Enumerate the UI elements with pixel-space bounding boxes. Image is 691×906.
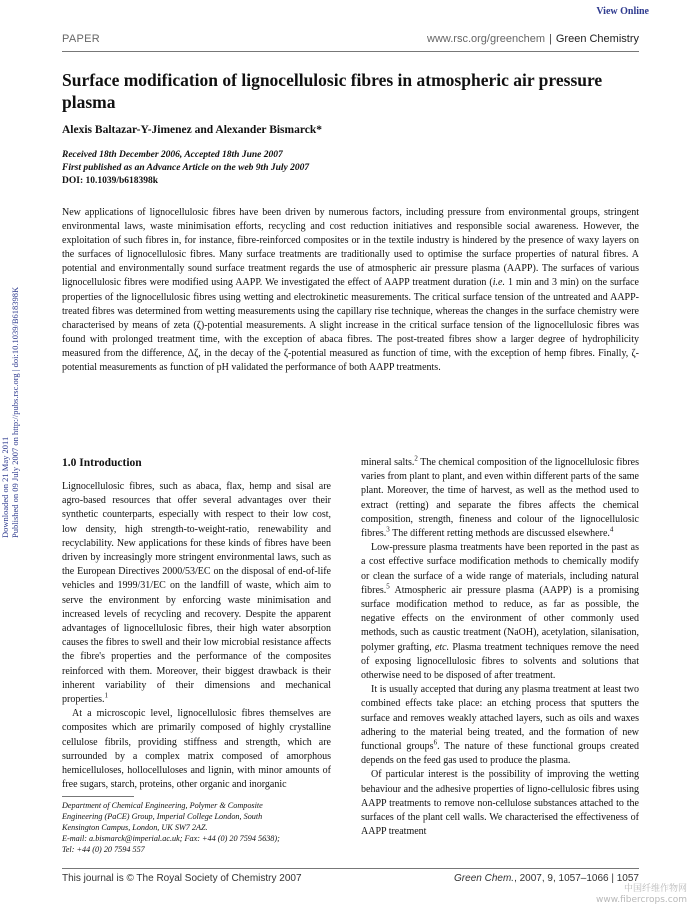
published-date: First published as an Advance Article on the web 9th July 2007 xyxy=(62,163,310,173)
watermark-line: www.fibercrops.com xyxy=(596,895,687,905)
affiliation-line: Tel: +44 (0) 20 7594 557 xyxy=(62,845,145,854)
downloaded-note: Downloaded on 21 May 2011 xyxy=(0,436,10,538)
paragraph-text: The chemical composition of the lignocellulosic fibres varies from plant to plant, and even within different parts of the same plant. Moreover, the time of harvest, as well as the method used to extract (retting) and separate the fibres affects the chemical composition, strength, fineness and colour of the lignocellulosic fibres. xyxy=(361,457,640,540)
watermark-line: 中国纤维作物网 xyxy=(623,884,687,894)
header-separator: | xyxy=(549,33,552,45)
header-rule xyxy=(62,51,639,52)
journal-url[interactable]: www.rsc.org/greenchem xyxy=(427,33,545,45)
paragraph-text: mineral salts. xyxy=(361,457,415,468)
running-header xyxy=(62,33,639,49)
watermark xyxy=(596,884,687,906)
reference-link[interactable]: 6 xyxy=(433,738,438,747)
view-online-link[interactable]: View Online xyxy=(596,6,649,17)
right-column xyxy=(361,456,639,839)
paragraph-text: Low-pressure plasma treatments have been reported in the past as a cost effective surface modification methods to chemically modify or clean the surface of a wide range of materials, including natural fibres. xyxy=(361,542,639,596)
paragraph-text: The different retting methods are discussed elsewhere. xyxy=(389,528,610,540)
reference-link[interactable]: 5 xyxy=(386,582,390,591)
reference-link[interactable]: 4 xyxy=(609,525,614,534)
etc-text: etc. xyxy=(434,641,450,653)
paragraph-text: Plasma treatment techniques remove the need of exposing lignocellulosic fibres to solvents and solutions that otherwise need to be disposed of after treatment. xyxy=(361,641,639,682)
reference-link[interactable]: 2 xyxy=(414,454,418,463)
page-footer xyxy=(62,873,639,884)
affiliation-email[interactable]: E-mail: a.bismarck@imperial.ac.uk; Fax: +44 (0) 20 7594 5638); xyxy=(62,834,280,843)
journal-abbrev: Green Chem. xyxy=(454,873,515,884)
authors: Alexis Baltazar-Y-Jimenez and Alexander Bismarck* xyxy=(62,124,323,136)
paragraph xyxy=(361,541,639,683)
article-title: Surface modification of lignocellulosic fibres in atmospheric air pressure plasma xyxy=(62,70,603,112)
paragraph xyxy=(62,480,331,707)
paragraph: At a microscopic level, lignocellulosic fibres themselves are composites which are primarily composed of highly crystalline cellulose fibrils, providing stiffness and strength, which are surrounded by a complex matrix composed of amorphous hemicelluloses, hollocelluloses and lignin, with minor amounts of free sugars, starch, proteins, other organic and inorganic xyxy=(62,708,331,791)
left-column xyxy=(62,457,331,792)
abstract-part-2: 1 min and 3 min) on the surface properties of the lignocellulosic fibres using wetting and electrokinetic measurements. The critical surface tension of the untreated and AAPP-treated fibres was determined from wetting measurements using the capillary rise technique, whereas the changes in the surface chemistry were characterised by means of zeta (ζ)-potential measurements. A slight increase in the critical surface tension of the lignocellulosic fibres was found with prolonged treatment time, with the exception of abaca fibres. The post-treated fibres show a larger degree of hydrophilicity measured from the difference, Δζ, in the decay of the ζ-potential measured as function of time, with the exception of hemp fibres. Finally, ζ-potential measurements as function of pH validated the performance of both AAPP treatments. xyxy=(62,277,639,374)
journal-name: Green Chemistry xyxy=(555,33,639,45)
abstract-ie: i.e. xyxy=(492,277,505,289)
received-date: Received 18th December 2006, Accepted 18th June 2007 xyxy=(62,150,283,160)
abstract xyxy=(62,206,639,375)
paragraph-text: Lignocellulosic fibres, such as abaca, flax, hemp and sisal are agro-based resources that offer several advantages over their synthetic counterparts, especially with respect to their low cost, low density, high strength-to-weight-ratio, renewability and recyclability. New applications for these kinds of fibres have been driven by increasingly more stringent environmental laws, such as the European Directives 2000/53/EC on the disposal of end-of-life vehicles and 1999/31/EC on the landfill of waste, which aim to serve the environment by enforcing waste minimisation and increased levels of recycling and recovery. Despite the apparent advantages of lignocellulosic fibres, their high water absorption causes the fibres to swell and their low microbial resistance affects the fibre's properties and the performance of the composites reinforced with them. Moreover, their biggest drawback is their inherent variability of their dimensions and mechanical properties. xyxy=(62,481,331,706)
paragraph xyxy=(361,683,639,768)
paragraph-text: . The nature of these functional groups created depends on the feed gas used to produce the plasma. xyxy=(361,741,639,767)
affiliation xyxy=(62,800,331,855)
abstract-part-1: New applications of lignocellulosic fibres have been driven by numerous factors, including pressure from environmental groups, stringent environmental laws, waste minimisation efforts, recycling and cost reduction initiatives and responsible social awareness. However, the exploitation of such fibres in, for instance, fibre-reinforced composites or in the textile industry is hindered by the presence of waxy layers on the surfaces of lignocellulosic fibres. Many surface treatments are traditionally used to optimise the surface properties of natural fibres. A potential and environmentally sound surface treatment regards the use of atmospheric air pressure plasma (AAPP). The surfaces of various lignocellulosic fibres were modified using AAPP. We investigated the effect of AAPP treatment duration ( xyxy=(62,207,639,289)
copyright-notice: This journal is © The Royal Society of Chemistry 2007 xyxy=(62,873,302,884)
paragraph xyxy=(361,456,639,541)
section-label: PAPER xyxy=(62,33,100,45)
citation xyxy=(454,873,639,884)
affiliation-line: Kensington Campus, London, UK SW7 2AZ. xyxy=(62,823,208,832)
paragraph: Of particular interest is the possibility of improving the wetting behaviour and the adhesive properties of ligno-cellulosic fibres using AAPP treatments to remove non-cellulose substances attached to the surfaces of the plant cell walls. We characterised the effectiveness of AAPP treatment xyxy=(361,769,639,838)
download-sidebar xyxy=(0,218,20,538)
paragraph-text: It is usually accepted that during any plasma treatment at least two combined effects take place: an etching process that sputters the surface and removes weakly attached layers, such as oils and waxes adhering to the material being treated, and the formation of new functional groups xyxy=(361,684,639,753)
reference-link[interactable]: 1 xyxy=(104,691,108,700)
affiliation-line: Engineering (PaCE) Group, Imperial College London, South xyxy=(62,812,263,821)
published-note[interactable]: Published on 09 July 2007 on http://pubs.rsc.org | doi:10.1039/B618398K xyxy=(10,286,20,538)
reference-link[interactable]: 3 xyxy=(386,525,390,534)
journal-header xyxy=(427,33,639,45)
footer-rule xyxy=(62,868,639,869)
section-heading: 1.0 Introduction xyxy=(62,457,142,469)
doi[interactable]: DOI: 10.1039/b618398k xyxy=(62,176,159,186)
paragraph-text: Atmospheric air pressure plasma (AAPP) is a promising surface modification method to reduce, as far as possible, the negative effects on the environment of other commonly used methods, such as caustic treatment (NaOH), acetylation, silanisation, polymer grafting, xyxy=(361,584,639,653)
affiliation-line: Department of Chemical Engineering, Polymer & Composite xyxy=(62,801,263,810)
footnote-rule xyxy=(62,796,134,797)
article-meta xyxy=(62,149,309,188)
citation-details: , 2007, 9, 1057–1066 | 1057 xyxy=(514,873,639,884)
